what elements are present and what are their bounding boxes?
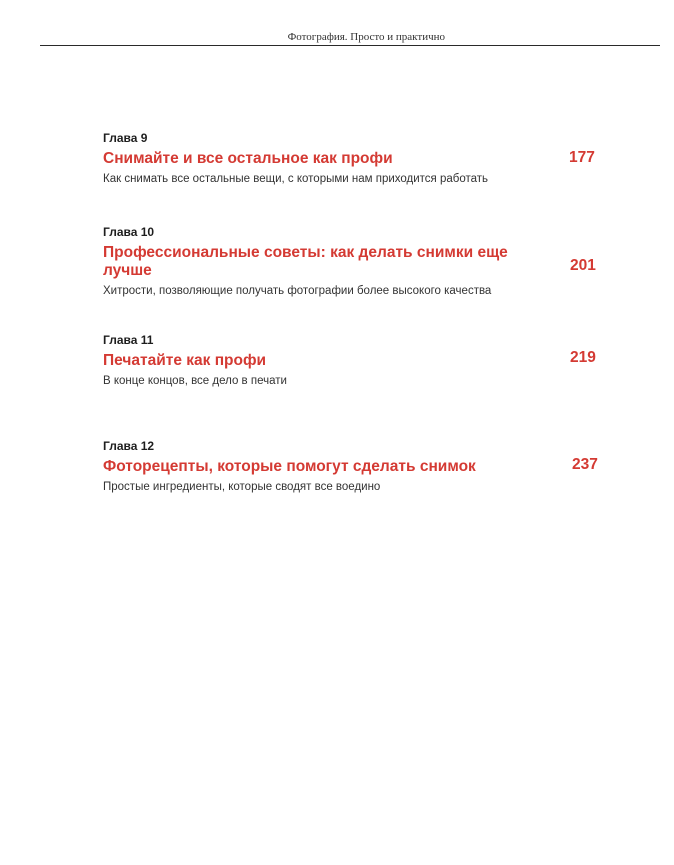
toc-entry-chapter-12 xyxy=(103,439,603,494)
page-number-chapter-12: 237 xyxy=(572,456,598,473)
toc-entry-chapter-10 xyxy=(103,225,603,298)
chapter-title: Фоторецепты, которые помогут сделать снимок xyxy=(103,458,476,475)
chapter-label: Глава 11 xyxy=(103,333,154,347)
running-header xyxy=(40,31,660,46)
toc-entry-chapter-11 xyxy=(103,333,603,388)
chapter-description: Простые ингредиенты, которые сводят все воедино xyxy=(103,481,381,493)
page-number-chapter-11: 219 xyxy=(570,349,596,366)
page-number-chapter-10: 201 xyxy=(570,257,596,274)
chapter-label: Глава 9 xyxy=(103,131,148,145)
running-header-title: Фотография. Просто и практично xyxy=(287,31,445,43)
chapter-title: Печатайте как профи xyxy=(103,352,267,369)
chapter-description: Хитрости, позволяющие получать фотографии более высокого качества xyxy=(103,285,492,297)
chapter-label: Глава 12 xyxy=(103,439,155,453)
chapter-description: В конце концов, все дело в печати xyxy=(103,375,287,387)
toc-entry-chapter-9 xyxy=(103,131,603,186)
page-number-chapter-9: 177 xyxy=(569,149,595,166)
chapter-label: Глава 10 xyxy=(103,225,155,239)
chapter-description: Как снимать все остальные вещи, с которыми нам приходится работать xyxy=(103,173,489,185)
chapter-title: Снимайте и все остальное как профи xyxy=(103,150,393,167)
chapter-title: Профессиональные советы: как делать снимки еще лучше xyxy=(103,244,508,279)
